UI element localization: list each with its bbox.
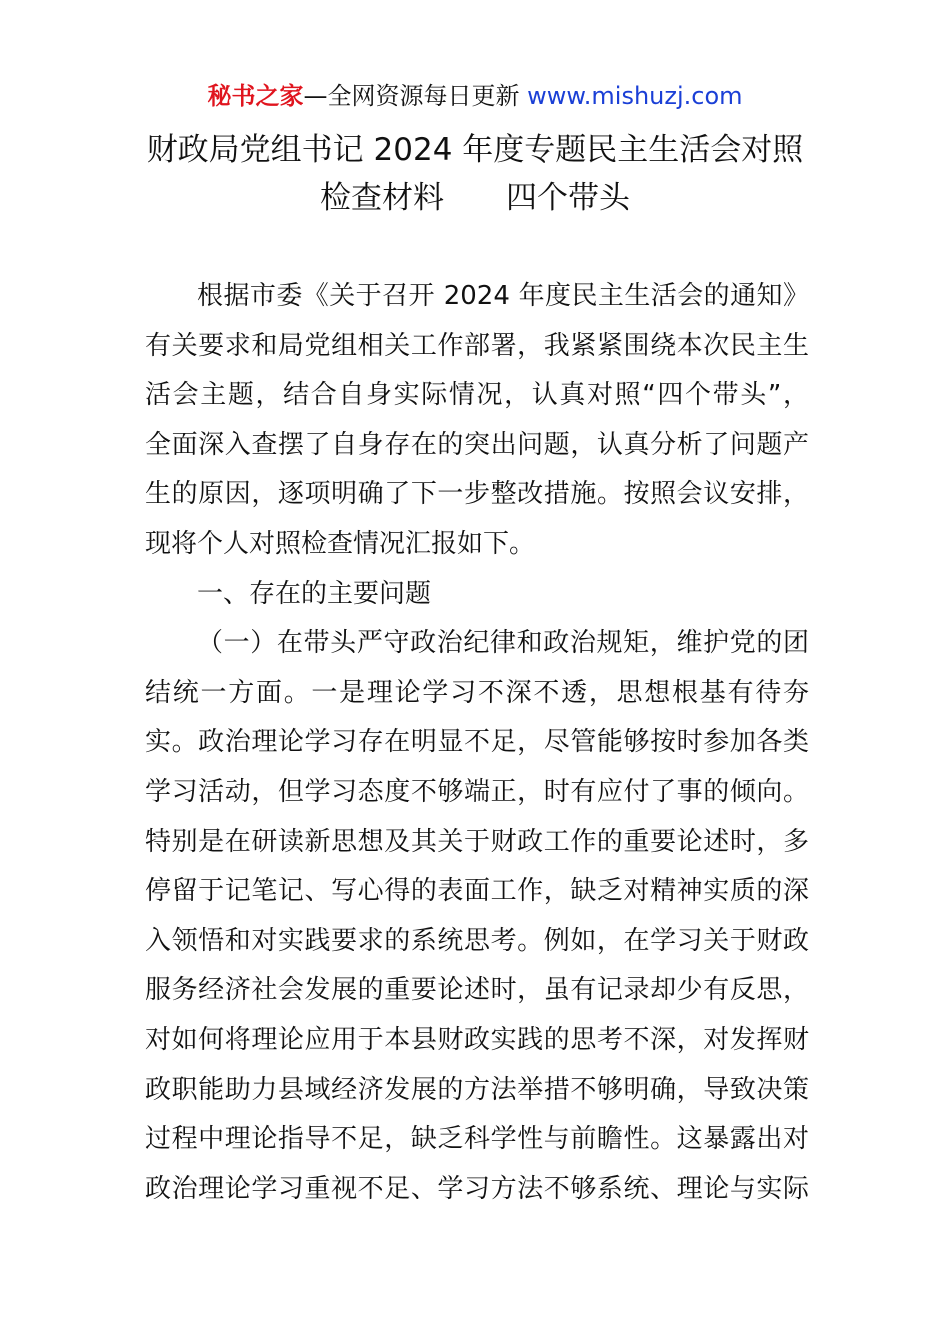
section-heading [145, 570, 809, 620]
brand-name: 秘书之家 [207, 82, 304, 110]
text-line: 生的原因，逐项明确了下一步整改措施。按照会议安排， [145, 479, 809, 510]
section-heading-text: 一、存在的主要问题 [197, 578, 432, 609]
text-line: 对如何将理论应用于本县财政实践的思考不深，对发挥财 [145, 1024, 809, 1055]
title-line-2: 检查材料 四个带头 [320, 180, 630, 216]
text-line: 服务经济社会发展的重要论述时，虽有记录却少有反思， [145, 975, 809, 1006]
text-line: 现将个人对照检查情况汇报如下。 [145, 528, 536, 559]
text-line: 政治理论学习重视不足、学习方法不够系统、理论与实际 [145, 1173, 809, 1204]
text-line: 政职能助力县域经济发展的方法举措不够明确，导致决策 [145, 1074, 809, 1105]
text-line: 学习活动，但学习态度不够端正，时有应付了事的倾向。 [145, 776, 809, 807]
text-line: 停留于记笔记、写心得的表面工作，缺乏对精神实质的深 [145, 876, 809, 907]
document-body [145, 272, 809, 1214]
text-line: 活会主题，结合自身实际情况，认真对照“四个带头”， [145, 380, 809, 411]
document-title [60, 126, 890, 222]
site-url: www.mishuzj.com [527, 82, 743, 110]
intro-paragraph [145, 272, 809, 570]
text-line: 特别是在研读新思想及其关于财政工作的重要论述时，多 [145, 826, 809, 857]
text-line: 结统一方面。一是理论学习不深不透，思想根基有待夯 [145, 677, 809, 708]
text-line: 入领悟和对实践要求的系统思考。例如，在学习关于财政 [145, 925, 809, 956]
text-line: 全面深入查摆了自身存在的突出问题，认真分析了问题产 [145, 429, 809, 460]
subsection-paragraph [145, 619, 809, 1214]
title-line-1: 财政局党组书记 2024 年度专题民主生活会对照 [146, 132, 804, 168]
header-tagline: —全网资源每日更新 [303, 82, 528, 110]
text-line: （一）在带头严守政治纪律和政治规矩，维护党的团 [197, 628, 809, 659]
text-line: 根据市委《关于召开 2024 年度民主生活会的通知》 [197, 281, 809, 311]
text-line: 过程中理论指导不足，缺乏科学性与前瞻性。这暴露出对 [145, 1124, 809, 1155]
text-line: 有关要求和局党组相关工作部署，我紧紧围绕本次民主生 [145, 330, 809, 361]
site-header [0, 80, 950, 112]
text-line: 实。政治理论学习存在明显不足，尽管能够按时参加各类 [145, 727, 809, 758]
